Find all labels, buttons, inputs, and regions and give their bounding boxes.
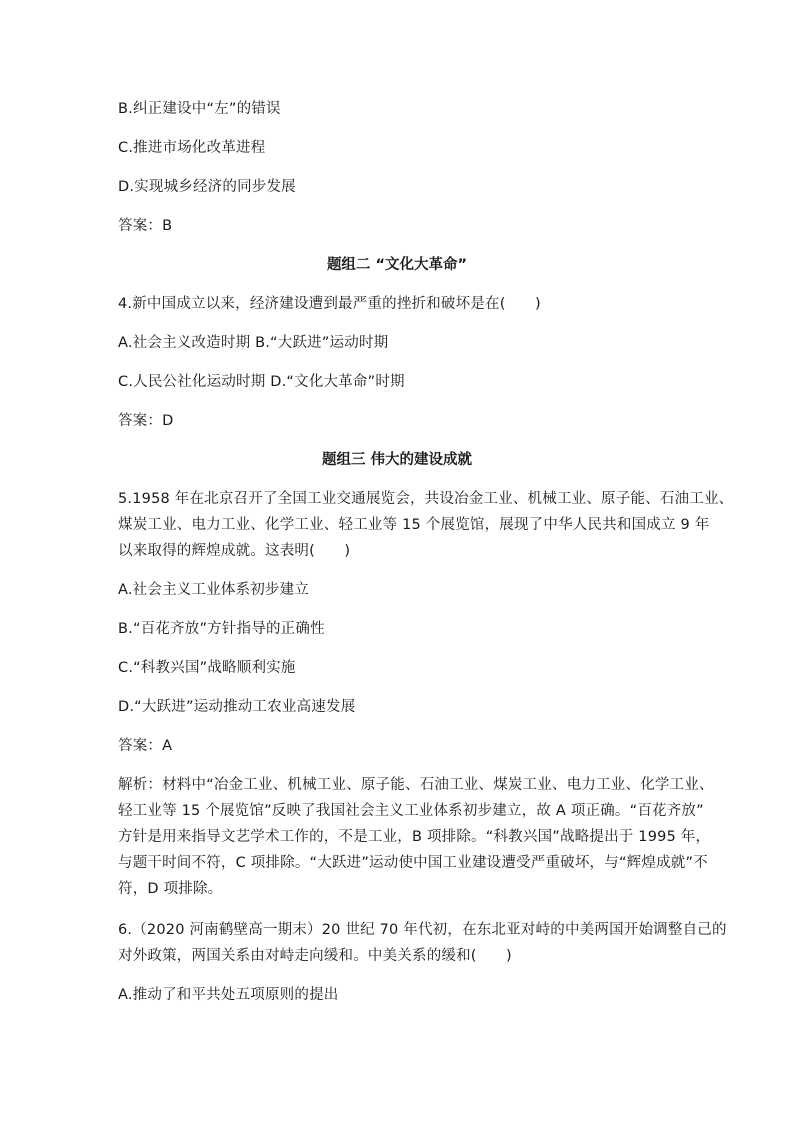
q5-analysis-line-2: 轻工业等 15 个展览馆”反映了我国社会主义工业体系初步建立，故 A 项正确。“百花齐放” (118, 803, 704, 819)
q6-stem-line-1: 6.（2020 河南鹤壁高一期末）20 世纪 70 年代初，在东北亚对峙的中美两国开始调整自己的 (118, 922, 727, 938)
q4-answer: 答案：D (118, 413, 174, 429)
q5-option-d: D.“大跃进”运动推动工农业高速发展 (118, 699, 356, 715)
q5-stem-line-1: 5.1958 年在北京召开了全国工业交通展览会，共设冶金工业、机械工业、原子能、石油工业、 (118, 491, 734, 507)
q5-analysis-line-3: 方针是用来指导文艺学术工作的，不是工业，B 项排除。“科教兴国”战略提出于 1995 年， (118, 829, 711, 845)
q5-analysis-line-5: 符，D 项排除。 (118, 881, 223, 897)
q4-options-cd: C.人民公社化运动时期 D.“文化大革命”时期 (118, 374, 405, 390)
q5-answer: 答案：A (118, 738, 173, 754)
q5-stem-line-2: 煤炭工业、电力工业、化学工业、轻工业等 15 个展览馆，展现了中华人民共和国成立 9 年 (118, 517, 710, 533)
q4-options-ab: A.社会主义改造时期 B.“大跃进”运动时期 (118, 335, 389, 351)
q3-answer: 答案：B (118, 218, 173, 234)
group2-heading: 题组二 “文化大革命” (326, 257, 468, 273)
q5-stem-line-3: 以来取得的辉煌成就。这表明( ) (118, 543, 351, 559)
group3-heading: 题组三 伟大的建设成就 (321, 452, 473, 468)
q6-option-a: A.推动了和平共处五项原则的提出 (118, 987, 339, 1003)
q5-option-b: B.“百花齐放”方针指导的正确性 (118, 621, 325, 637)
q3-option-c: C.推进市场化改革进程 (118, 140, 266, 156)
q6-stem-line-2: 对外政策，两国关系由对峙走向缓和。中美关系的缓和( ) (118, 948, 512, 964)
q4-stem: 4.新中国成立以来，经济建设遭到最严重的挫折和破坏是在( ) (118, 296, 541, 312)
q5-analysis-line-4: 与题干时间不符，C 项排除。“大跃进”运动使中国工业建设遭受严重破坏，与“辉煌成就”不 (118, 855, 708, 871)
q5-option-a: A.社会主义工业体系初步建立 (118, 582, 310, 598)
q5-option-c: C.“科教兴国”战略顺利实施 (118, 660, 296, 676)
q3-option-d: D.实现城乡经济的同步发展 (118, 179, 296, 195)
q5-analysis-line-1: 解析：材料中“冶金工业、机械工业、原子能、石油工业、煤炭工业、电力工业、化学工业、 (118, 777, 714, 793)
q3-option-b: B.纠正建设中“左”的错误 (118, 101, 281, 117)
